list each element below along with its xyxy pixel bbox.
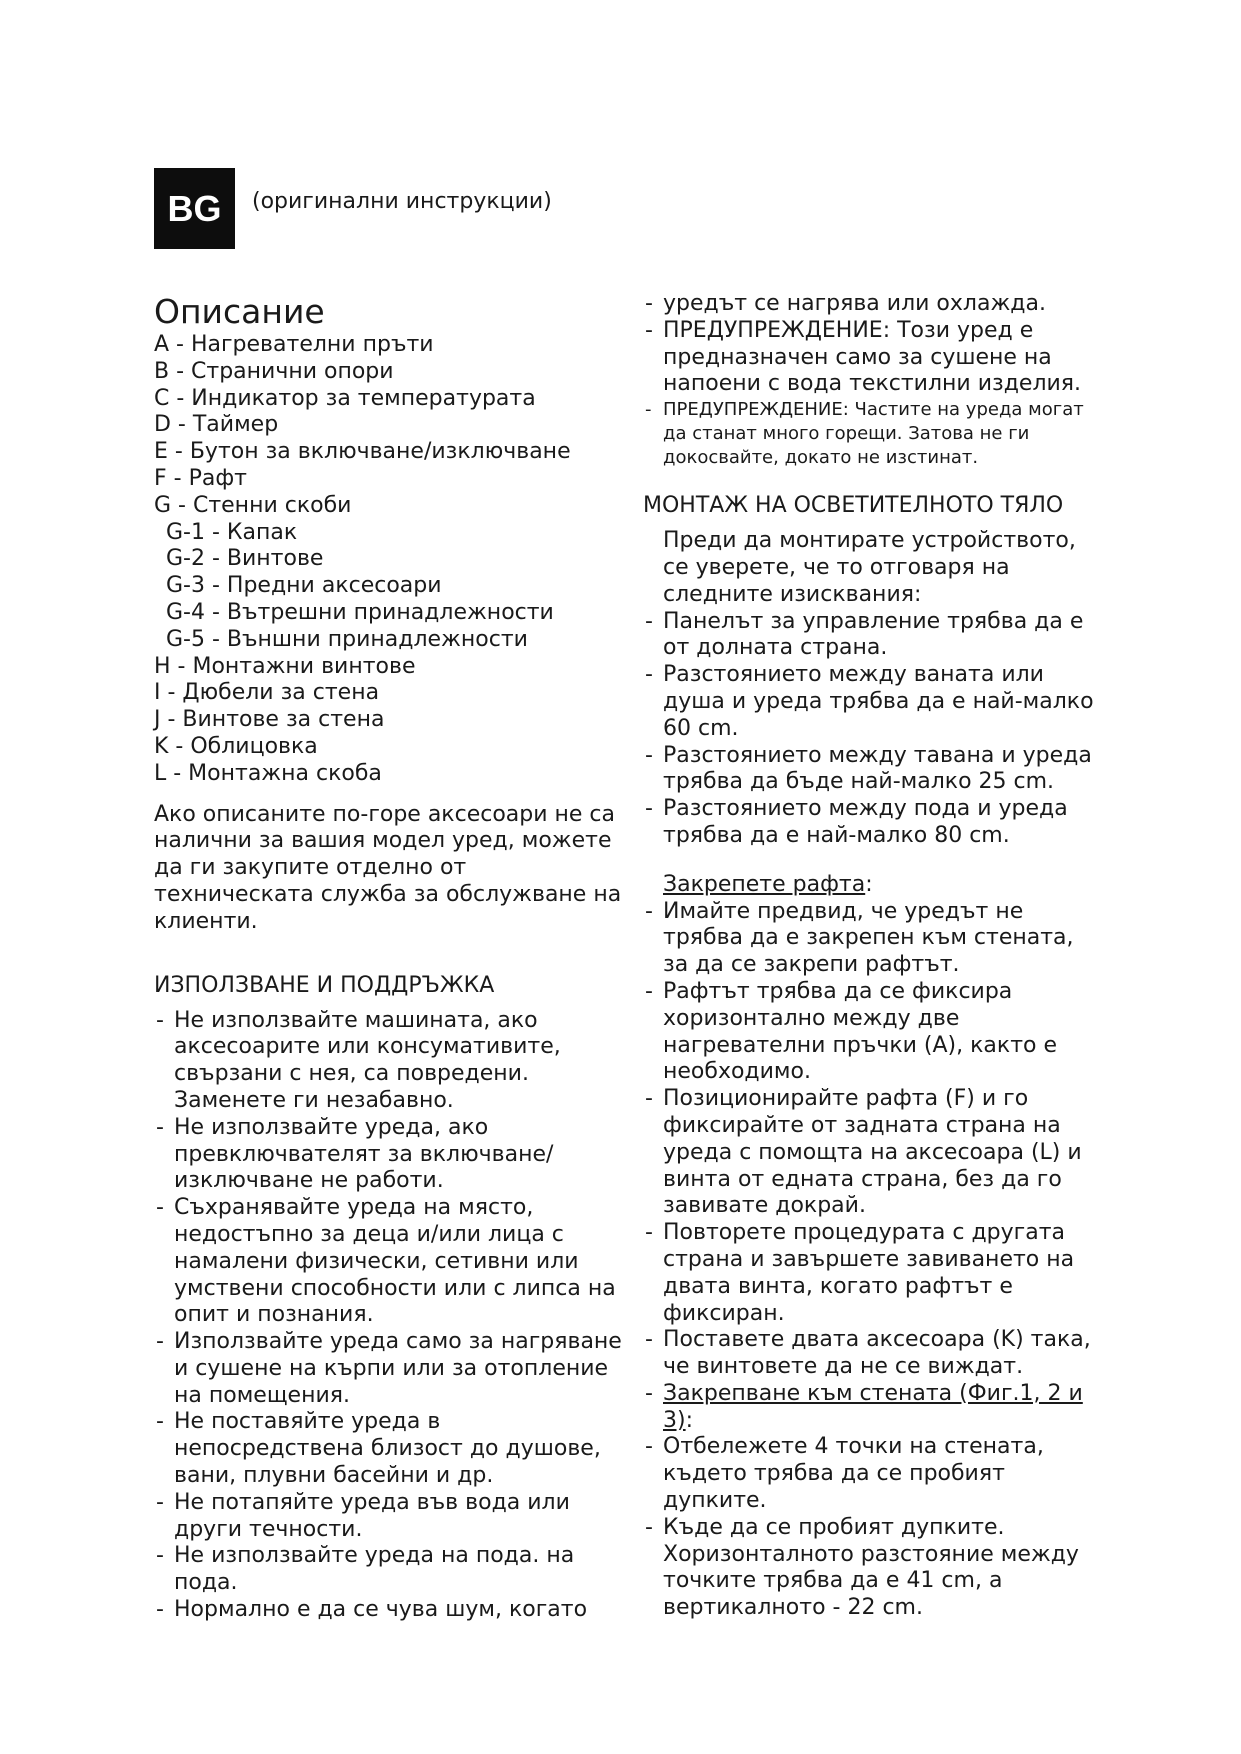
usage-item: - Не използвайте машината, ако аксесоарите или консумативите, свързани с нея, са повредени. Заменете ги незабавно. — [154, 1008, 624, 1115]
accessories-note: Ако описаните по-горе аксесоари не са налични за вашия модел уред, можете да ги закупите отделно от техническата служба за обслужване на клиенти. — [154, 801, 622, 934]
usage-item: - Нормално е да се чува шум, когато — [154, 1597, 624, 1624]
usage-item: - Не потапяйте уреда във вода или други течности. — [154, 1490, 624, 1544]
part-item: I - Дюбели за стена — [154, 680, 380, 706]
part-item: H - Монтажни винтове — [154, 653, 416, 679]
usage-item: - Използвайте уреда само за нагряване и сушене на кърпи или за отопление на помещения. — [154, 1329, 624, 1409]
language-badge — [154, 168, 235, 249]
part-subitem: G-5 - Външни принадлежности — [166, 626, 528, 652]
mounting-title: МОНТАЖ НА ОСВЕТИТЕЛНОТО ТЯЛО — [643, 493, 1064, 519]
requirements-list — [643, 609, 1098, 850]
part-item: A - Нагревателни пръти — [154, 332, 434, 357]
usage-list-continued — [643, 291, 1098, 470]
usage-item: - Не поставяйте уреда в непосредствена близост до душове, вани, плувни басейни и др. — [154, 1409, 624, 1489]
part-subitem: G-4 - Вътрешни принадлежности — [166, 599, 554, 625]
requirement-item: - Разстоянието между тавана и уреда трябва да бъде най-малко 25 cm. — [643, 743, 1098, 797]
description-title: Описание — [154, 292, 325, 331]
part-subitem: G-2 - Винтове — [166, 546, 324, 572]
part-item: K - Облицовка — [154, 733, 318, 759]
part-subitem: G-3 - Предни аксесоари — [166, 573, 442, 599]
shelf-heading: Закрепете рафта: — [663, 871, 873, 897]
wall-steps-list — [643, 1381, 1098, 1622]
shelf-step: - Имайте предвид, че уредът не трябва да е закрепен към стената, за да се закрепи рафтът. — [643, 899, 1098, 979]
usage-continuation: - уредът се нагрява или охлажда. — [643, 291, 1098, 318]
requirement-item: - Панелът за управление трябва да е от долната страна. — [643, 609, 1098, 663]
part-item: D - Таймер — [154, 412, 279, 438]
part-item: B - Странични опори — [154, 358, 394, 384]
part-item: L - Монтажна скоба — [154, 760, 382, 786]
part-subitem: G-1 - Капак — [166, 519, 298, 545]
usage-title: ИЗПОЛЗВАНЕ И ПОДДРЪЖКА — [154, 972, 495, 998]
part-item: J - Винтове за стена — [154, 707, 385, 733]
language-code: BG — [167, 187, 222, 229]
wall-step: - Къде да се пробият дупките. Хоризонталното разстояние между точките трябва да е 41 cm, а вертикалното - 22 cm. — [643, 1515, 1098, 1622]
usage-item: - Не използвайте уреда на пода. на пода. — [154, 1543, 624, 1597]
wall-step: - Отбележете 4 точки на стената, където трябва да се пробият дупките. — [643, 1434, 1098, 1514]
shelf-steps-list — [643, 899, 1098, 1381]
warning-item: - ПРЕДУПРЕЖДЕНИЕ: Частите на уреда могат да станат много горещи. Затова не ги докосвайте, докато не изстинат. — [643, 398, 1098, 470]
requirement-item: - Разстоянието между пода и уреда трябва да е най-малко 80 cm. — [643, 796, 1098, 850]
part-item: E - Бутон за включване/изключване — [154, 439, 571, 465]
usage-list — [154, 1008, 624, 1624]
requirement-item: - Разстоянието между ваната или душа и уреда трябва да е най-малко 60 cm. — [643, 662, 1098, 742]
part-item: C - Индикатор за температурата — [154, 385, 536, 411]
document-subtitle: (оригинални инструкции) — [252, 189, 552, 214]
usage-item: - Съхранявайте уреда на място, недостъпно за деца и/или лица с намалени физически, сетивни или умствени способности или с липса на опит и познания. — [154, 1195, 624, 1329]
shelf-step: - Повторете процедурата с другата страна и завършете завиването на двата винта, когато рафтът е фиксиран. — [643, 1220, 1098, 1327]
shelf-step: - Рафтът трябва да се фиксира хоризонтално между две нагревателни пръчки (A), както е необходимо. — [643, 979, 1098, 1086]
shelf-step: - Поставете двата аксесоара (K) така, че винтовете да не се виждат. — [643, 1327, 1098, 1381]
mounting-intro: Преди да монтирате устройството, се уверете, че то отговаря на следните изисквания: — [663, 528, 1076, 607]
part-item: F - Рафт — [154, 465, 247, 491]
parts-list — [154, 332, 624, 788]
usage-item: - Не използвайте уреда, ако превключвателят за включване/ изключване не работи. — [154, 1115, 624, 1195]
shelf-step: - Позиционирайте рафта (F) и го фиксирайте от задната страна на уреда с помощта на аксесоара (L) и винта от едната страна, без да го завивате докрай. — [643, 1086, 1098, 1220]
part-item: G - Стенни скоби — [154, 492, 352, 518]
warning-item: - ПРЕДУПРЕЖДЕНИЕ: Този уред е предназначен само за сушене на напоени с вода текстилни изделия. — [643, 318, 1098, 398]
left-column — [154, 292, 624, 1624]
right-column — [643, 291, 1098, 1622]
wall-heading: - Закрепване към стената (Фиг.1, 2 и 3): — [643, 1381, 1098, 1435]
